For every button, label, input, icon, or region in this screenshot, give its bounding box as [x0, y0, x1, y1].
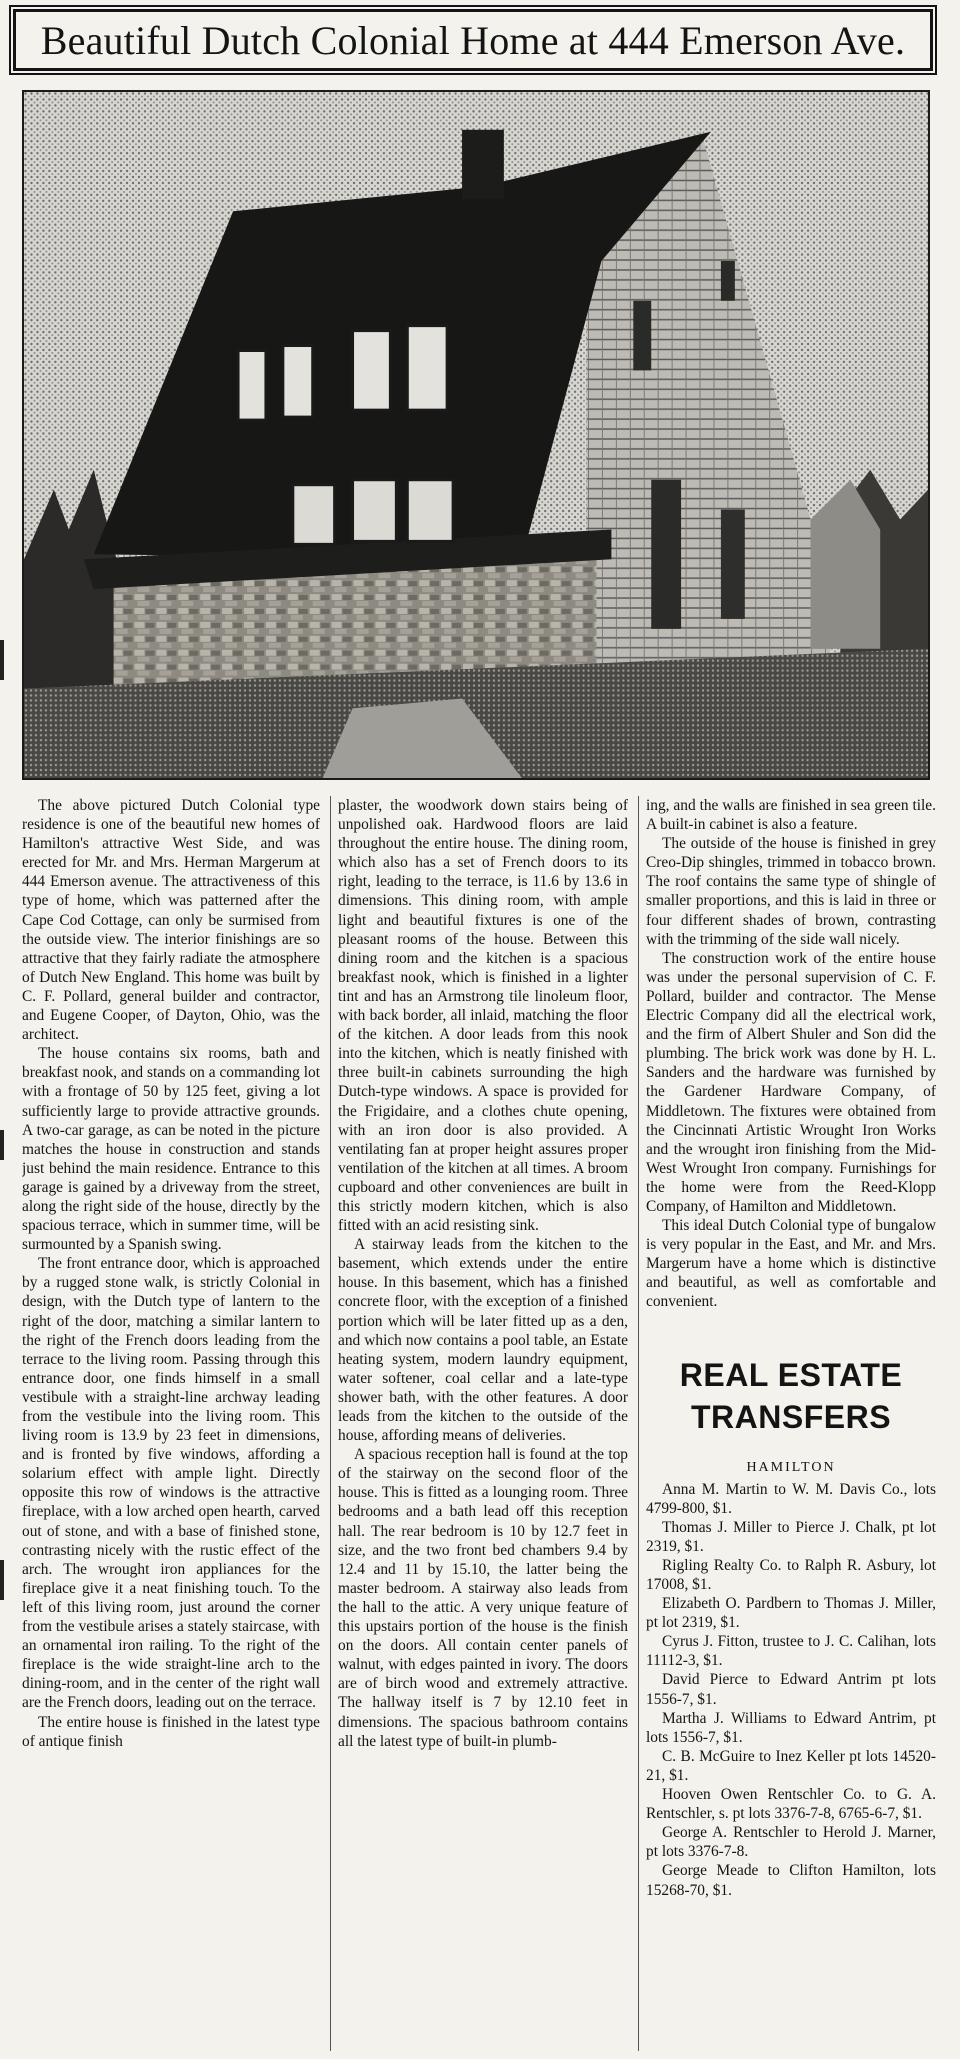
transfers-heading: [646, 1354, 936, 1438]
transfer-item: David Pierce to Edward Antrim pt lots 1556-7, $1.: [646, 1671, 936, 1708]
transfer-item: Thomas J. Miller to Pierce J. Chalk, pt lot 2319, $1.: [646, 1518, 936, 1555]
article-paragraph: A spacious reception hall is found at the top of the stairway on the second floor of the house. This is fitted as a lounging room. Three bedrooms and a bath lead off this reception hall. The rear bedroom is 10 by 12.7 feet in size, and the two front bed chambers 9.4 by 12.4 and 11 by 15.10, the latter being the master bedroom. A stairway also leads from the hall to the attic. A very unique feature of this upstairs portion of the house is the finish on the doors. All contain center panels of walnut, with edges painted in ivory. The doors are of birch wood and extremely attractive. The hallway itself is 7 by 12.10 feet in dimensions. The spacious bathroom contains all the latest type of built-in plumb-: [338, 1446, 628, 1750]
column-rule-fragment: [0, 1560, 4, 1600]
article-column-1: [22, 796, 327, 2051]
transfer-item: Rigling Realty Co. to Ralph R. Asbury, lot 17008, $1.: [646, 1556, 936, 1593]
transfers-city: HAMILTON: [746, 1459, 836, 1475]
article-columns: [22, 796, 944, 2051]
article-column-2: [330, 796, 635, 2051]
transfer-item: George A. Rentschler to Herold J. Marner, pt lots 3376-7-8.: [646, 1824, 936, 1861]
column-rule-fragment: [0, 1130, 4, 1160]
transfer-item: Hooven Owen Rentschler Co. to G. A. Rentschler, s. pt lots 3376-7-8, 6765-6-7, $1.: [646, 1786, 936, 1823]
transfers-heading-line-1: REAL ESTATE: [679, 1356, 903, 1393]
headline: Beautiful Dutch Colonial Home at 444 Emerson Ave.: [40, 17, 906, 63]
article-paragraph: A stairway leads from the kitchen to the basement, which extends under the entire house. In this basement, which has a finished concrete floor, with the exception of a finished portion which will be later fitted up as a den, and which now contains a pool table, an Estate heating system, modern laundry equipment, water softener, coal cellar and a late-type shower bath, with the other features. A door leads from the kitchen to the outside of the house, affording means of deliveries.: [338, 1236, 628, 1445]
column-rule-fragment: [0, 640, 4, 680]
transfer-item: Martha J. Williams to Edward Antrim, pt lots 1556-7, $1.: [646, 1709, 936, 1746]
article-paragraph: plaster, the woodwork down stairs being of unpolished oak. Hardwood floors are laid throughout the entire house. The dining room, which also has a set of French doors to its right, leading to the terrace, is 11.6 by 13.6 in dimensions. This dining room, with ample light and beautiful fixtures is one of the pleasant rooms of the house. Between this dining room and the kitchen is a spacious breakfast nook, which is finished in a lighter tint and has an Armstrong tile linoleum floor, with back border, all inlaid, matching the floor of the kitchen. A door leads from this nook into the kitchen, which is neatly finished with three built-in cabinets surrounding the high Dutch-type windows. A space is provided for the Frigidaire, and a clothes chute opening, with an iron door is also provided. A ventilating fan at proper height assures proper ventilation of the kitchen at all times. A broom cupboard and other conveniences are built in this strictly modern kitchen, which is also fitted with an acid resisting sink.: [338, 797, 628, 1235]
article-paragraph: ing, and the walls are finished in sea green tile. A built-in cabinet is also a feature.: [646, 797, 936, 834]
article-paragraph: The construction work of the entire house was under the personal supervision of C. F. Pollard, builder and contractor. The Mense Electric Company did all the electrical work, and the firm of Albert Shuler and Son did the plumbing. The brick work was done by H. L. Sanders and the hardware was furnished by the Gardener Hardware Company, of Middletown. The fixtures were obtained from the Cincinnati Artistic Wrought Iron Works and the wrought iron finishing from the Mid-West Wrought Iron company. Furnishings for the home were from the Reed-Klopp Company, of Hamilton and Middletown.: [646, 949, 936, 1215]
transfer-item: Elizabeth O. Pardbern to Thomas J. Miller, pt lot 2319, $1.: [646, 1595, 936, 1632]
house-photo-icon: [24, 92, 928, 778]
article-paragraph: The outside of the house is finished in grey Creo-Dip shingles, trimmed in tobacco brown. The roof contains the same type of shingle of smaller proportions, and this is laid in three or four different shades of brown, contrasting with the trimming of the side wall nicely.: [646, 835, 936, 948]
article-paragraph: The house contains six rooms, bath and breakfast nook, and stands on a commanding lot with a frontage of 50 by 125 feet, giving a lot sufficiently large to provide attractive grounds. A two-car garage, as can be noted in the picture matches the house in construction and stands just behind the main residence. Entrance to this garage is gained by a driveway from the street, along the right side of the house, directly by the spacious terrace, which in summer time, will be surmounted by a Spanish swing.: [22, 1045, 320, 1254]
house-photo: [22, 90, 930, 780]
transfer-item: George Meade to Clifton Hamilton, lots 15268-70, $1.: [646, 1862, 936, 1899]
headline-box: [13, 9, 933, 71]
article-column-3: [638, 796, 943, 2051]
article-paragraph: The front entrance door, which is approached by a rugged stone walk, is strictly Colonial in design, with the Dutch type of lantern to the right of the door, matching a similar lantern to the right of the French doors leading from the terrace to the living room. Passing through this entrance door, one finds himself in a small vestibule with a straight-line archway leading from the vestibule into the living room. This living room is 13.9 by 23 feet in dimensions, and is fronted by five windows, affording a solarium effect with ample light. Directly opposite this row of windows is the attractive fireplace, with a low arched open hearth, carved out of stone, and with a base of finished stone, contrasting nicely with the rustic effect of the arch. The wrought iron appliances for the fireplace give it a neat finishing touch. To the left of this living room, just around the corner from the vestibule arises a stately staircase, with an ornamental iron railing. To the right of the fireplace is the wide straight-line arch to the dining-room, and in the center of the right wall are the French doors, leading out on the terrace.: [22, 1255, 320, 1712]
article-paragraph: The above pictured Dutch Colonial type residence is one of the beautiful new homes of Hamilton's attractive West Side, and was erected for Mr. and Mrs. Herman Margerum at 444 Emerson avenue. The attractiveness of this type of home, which was patterned after the Cape Cod Cottage, can only be surmised from the outside view. The interior finishings are so attractive that they fairly radiate the atmosphere of Dutch New England. This home was built by C. F. Pollard, general builder and contractor, and Eugene Cooper, of Dayton, Ohio, was the architect.: [22, 797, 320, 1044]
article-paragraph: The entire house is finished in the latest type of antique finish: [22, 1713, 320, 1750]
transfer-item: Cyrus J. Fitton, trustee to J. C. Calihan, lots 11112-3, $1.: [646, 1633, 936, 1670]
transfers-heading-line-2: TRANSFERS: [690, 1398, 892, 1435]
transfer-item: Anna M. Martin to W. M. Davis Co., lots 4799-800, $1.: [646, 1480, 936, 1517]
article-paragraph: This ideal Dutch Colonial type of bungalow is very popular in the East, and Mr. and Mrs. Margerum have a home which is distinctive and beautiful, as well as comfortable and convenient.: [646, 1217, 936, 1311]
transfer-item: C. B. McGuire to Inez Keller pt lots 14520-21, $1.: [646, 1747, 936, 1784]
